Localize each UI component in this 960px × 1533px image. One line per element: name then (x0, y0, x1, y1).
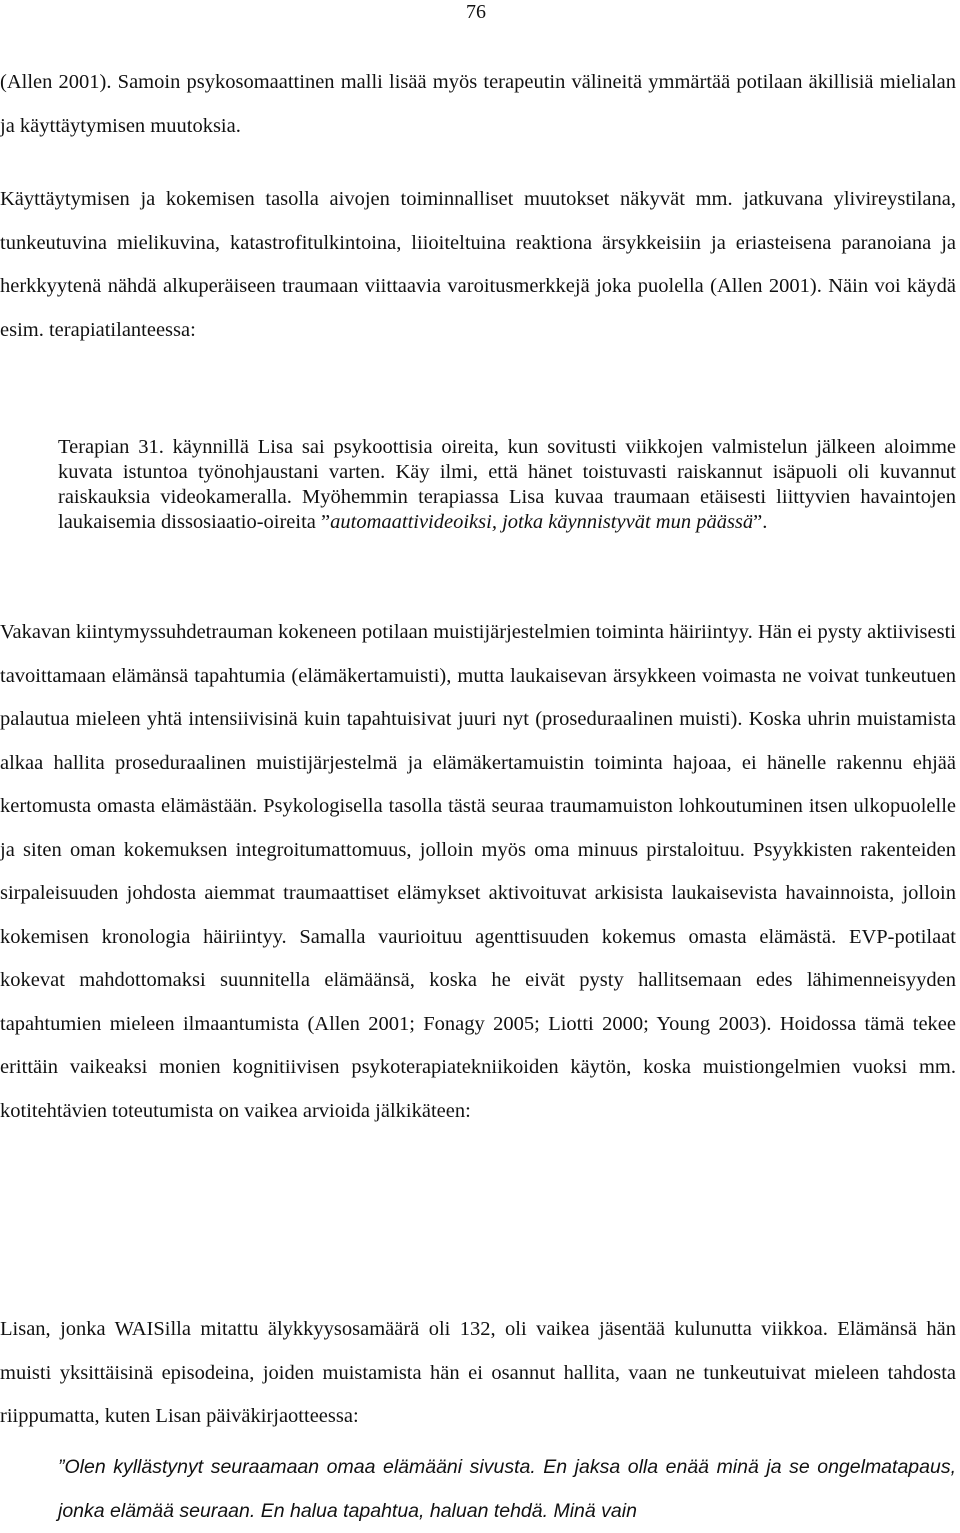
case-excerpt-session-31 (58, 435, 956, 535)
case-excerpt-close-quote: ”. (753, 511, 768, 533)
case-excerpt-text: Terapian 31. käynnillä Lisa sai psykoottisia oireita, kun sovitusti viikkojen valmistelun jälkeen aloimme kuvata istuntoa työnohjaustani varten. Käy ilmi, että hänet toistuvasti raiskannut isäpuoli oli kuvannut raiskauksia videokameralla. Myöhemmin terapiassa Lisa kuvaa traumaan etäisesti liittyvien havaintojen laukaisemia dissosiaatio-oireita (58, 436, 956, 533)
case-excerpt-open-quote: ” (321, 511, 331, 533)
paragraph-lisa-case: Lisan, jonka WAISilla mitattu älykkyysosamäärä oli 132, oli vaikea jäsentää kulunutta viikkoa. Elämänsä hän muisti yksittäisinä episodeina, joiden muistamista hän ei osannut hallita, vaan ne tunkeutuivat mieleen tahdosta riippumatta, kuten Lisan päiväkirjaotteessa: (0, 1318, 956, 1427)
case-excerpt-italic-quote: automaattivideoiksi, jotka käynnistyvät mun päässä (330, 511, 754, 533)
page-number: 76 (466, 1, 486, 23)
paragraph-behavioral-changes: Käyttäytymisen ja kokemisen tasolla aivojen toiminnalliset muutokset näkyvät mm. jatkuvana ylivireystilana, tunkeutuvina mielikuvina, katastrofitulkintoina, liioiteltuina reaktiona ärsykkeisiin ja eriasteisena paranoiana ja herkkyytenä nähdä alkuperäiseen traumaan viittaavia varoitusmerkkejä joka puolella (Allen 2001). Näin voi käydä esim. terapiatilanteessa: (0, 188, 956, 341)
diary-quote: ”Olen kyllästynyt seuraamaan omaa elämääni sivusta. En jaksa olla enää minä ja se ongelmatapaus, jonka elämää seuraan. En halua tapahtua, haluan tehdä. Minä vain (58, 1456, 956, 1522)
paragraph-psychosomatic-model: (Allen 2001). Samoin psykosomaattinen malli lisää myös terapeutin välineitä ymmärtää potilaan äkillisiä mielialan ja käyttäytymisen muutoksia. (0, 71, 956, 137)
paragraph-memory-systems: Vakavan kiintymyssuhdetrauman kokeneen potilaan muistijärjestelmien toiminta häiriintyy. Hän ei pysty aktiivisesti tavoittamaan elämänsä tapahtumia (elämäkertamuisti), mutta laukaisevan ärsykkeen voimasta ne voivat tunkeutuen palautua mieleen yhtä intensiivisinä kuin tapahtuisivat juuri nyt (proseduraalinen muisti). Koska uhrin muistamista alkaa hallita proseduraalinen muistijärjestelmä ja elämäkertamuistin toiminta hajoaa, ei hänelle rakennu ehjää kertomusta omasta elämästään. Psykologisella tasolla tästä seuraa traumamuiston lohkoutuminen itsen ulkopuolelle ja siten oman kokemuksen integroitumattomuus, jolloin myös oma minuus pirstaloituu. Psyykkisten rakenteiden sirpaleisuuden johdosta aiemmat traumaattiset elämykset aktivoituvat arkisista laukaisevista havainnoista, jolloin kokemisen kronologia häiriintyy. Samalla vaurioituu agenttisuuden kokemus omasta elämästä. EVP-potilaat kokevat mahdottomaksi suunnitella elämäänsä, koska he eivät pysty hallitsemaan edes lähimenneisyyden tapahtumien mieleen ilmaantumista (Allen 2001; Fonagy 2005; Liotti 2000; Young 2003). Hoidossa tämä tekee erittäin vaikeaksi monien kognitiivisen psykoterapiatekniikoiden käytön, koska muistiongelmien vuoksi mm. kotitehtävien toteutumista on vaikea arvioida jälkikäteen: (0, 621, 956, 1122)
